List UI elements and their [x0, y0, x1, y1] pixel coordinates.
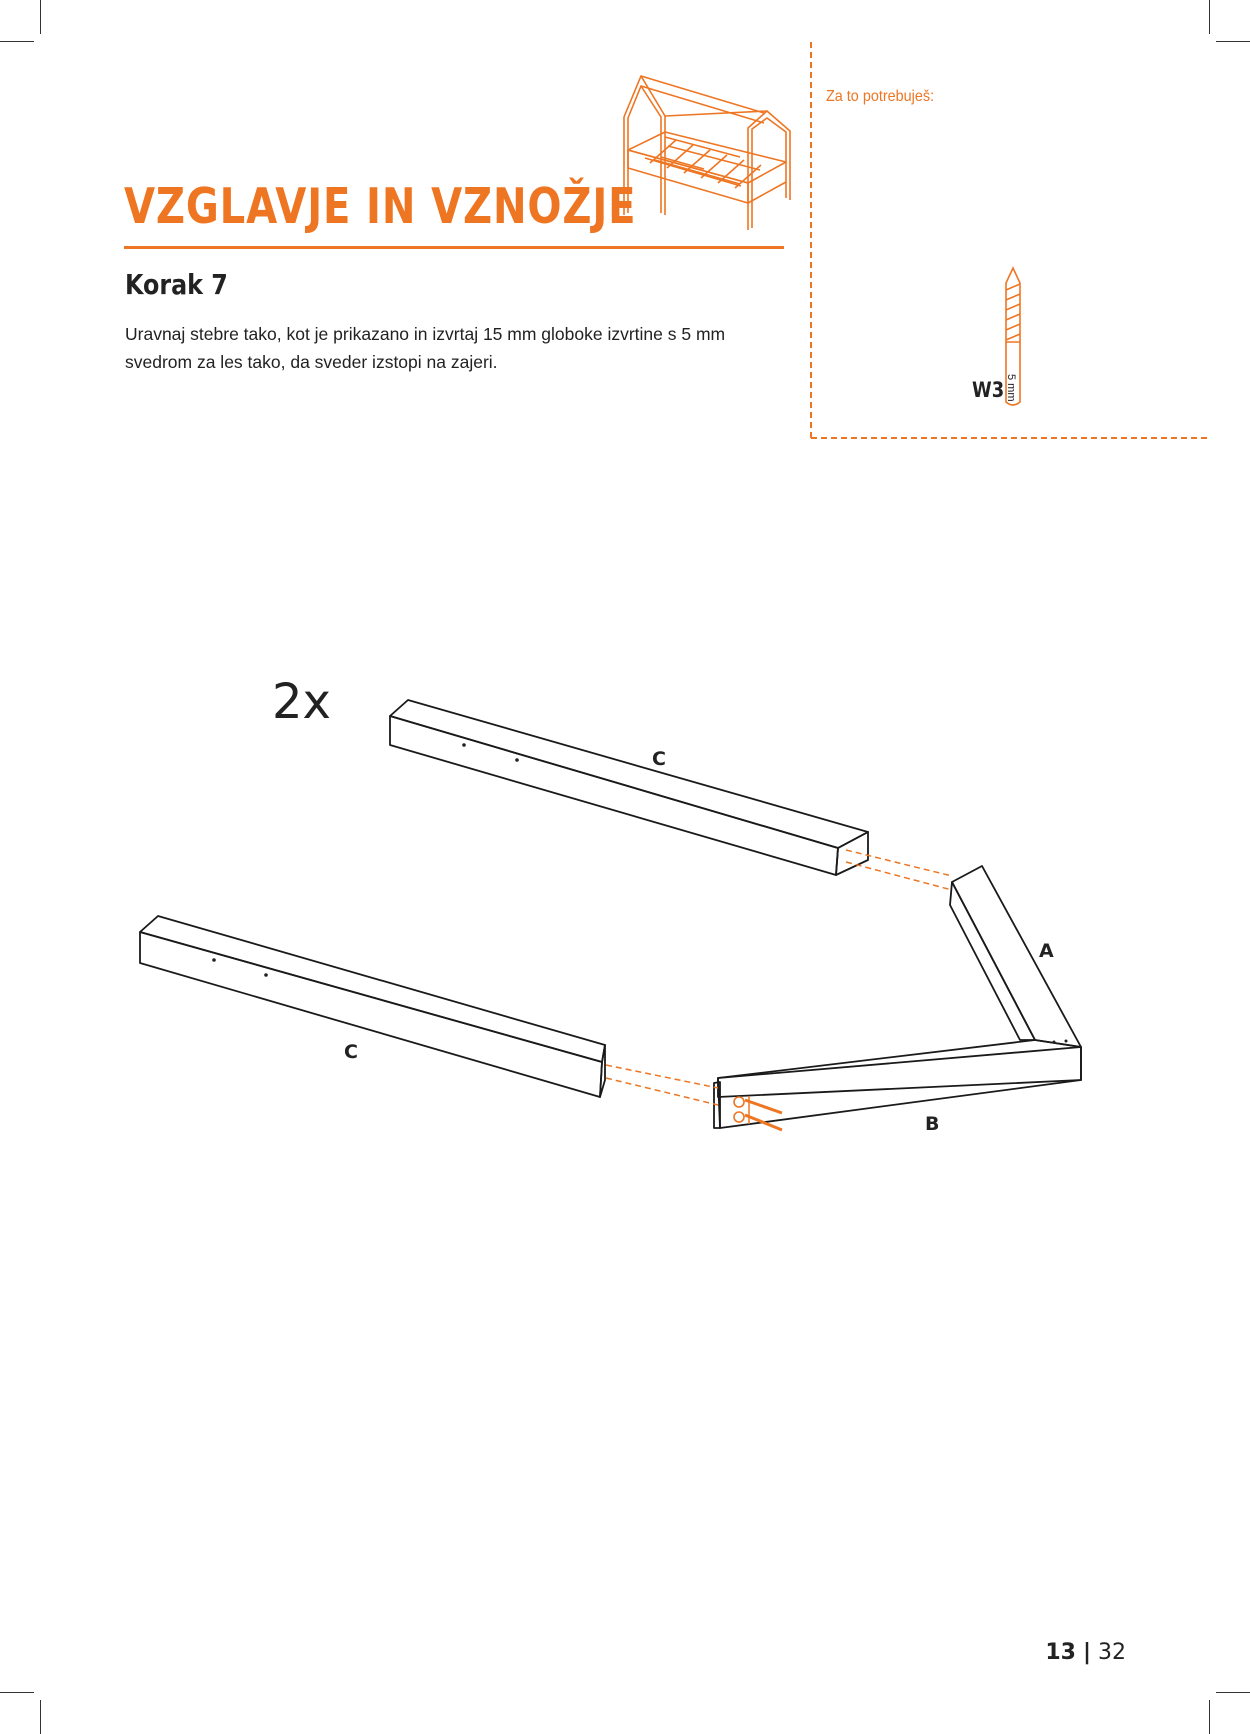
assembly-diagram — [140, 700, 1081, 1128]
bed-thumbnail-icon — [624, 76, 790, 230]
page-number — [1045, 1640, 1126, 1665]
part-label-a: A — [1039, 940, 1054, 962]
page-title: VZGLAVJE IN VZNOŽJE — [124, 178, 637, 235]
beam-c-upper — [390, 700, 868, 875]
part-label-c-lower: C — [344, 1041, 358, 1063]
step-heading: Korak 7 — [125, 268, 228, 301]
current-page: 13 — [1045, 1640, 1076, 1665]
tool-code: W3 — [972, 378, 1005, 402]
part-label-c-upper: C — [652, 748, 666, 770]
post-a — [950, 866, 1081, 1047]
part-label-b: B — [925, 1113, 940, 1135]
requirements-label: Za to potrebuješ: — [826, 88, 935, 105]
total-pages: 32 — [1098, 1640, 1126, 1665]
tool-size: 5 mm — [1005, 374, 1017, 402]
alignment-guides — [606, 850, 952, 1105]
title-underline — [124, 246, 784, 249]
quantity-label: 2x — [272, 674, 331, 730]
beam-c-lower — [140, 916, 605, 1097]
step-description: Uravnaj stebre tako, kot je prikazano in izvrtaj 15 mm globoke izvrtine s 5 mm svedrom za les tako, da sveder izstopi na zajeri. — [125, 324, 726, 372]
page-separator: | — [1082, 1640, 1091, 1665]
rail-b — [714, 1040, 1081, 1128]
